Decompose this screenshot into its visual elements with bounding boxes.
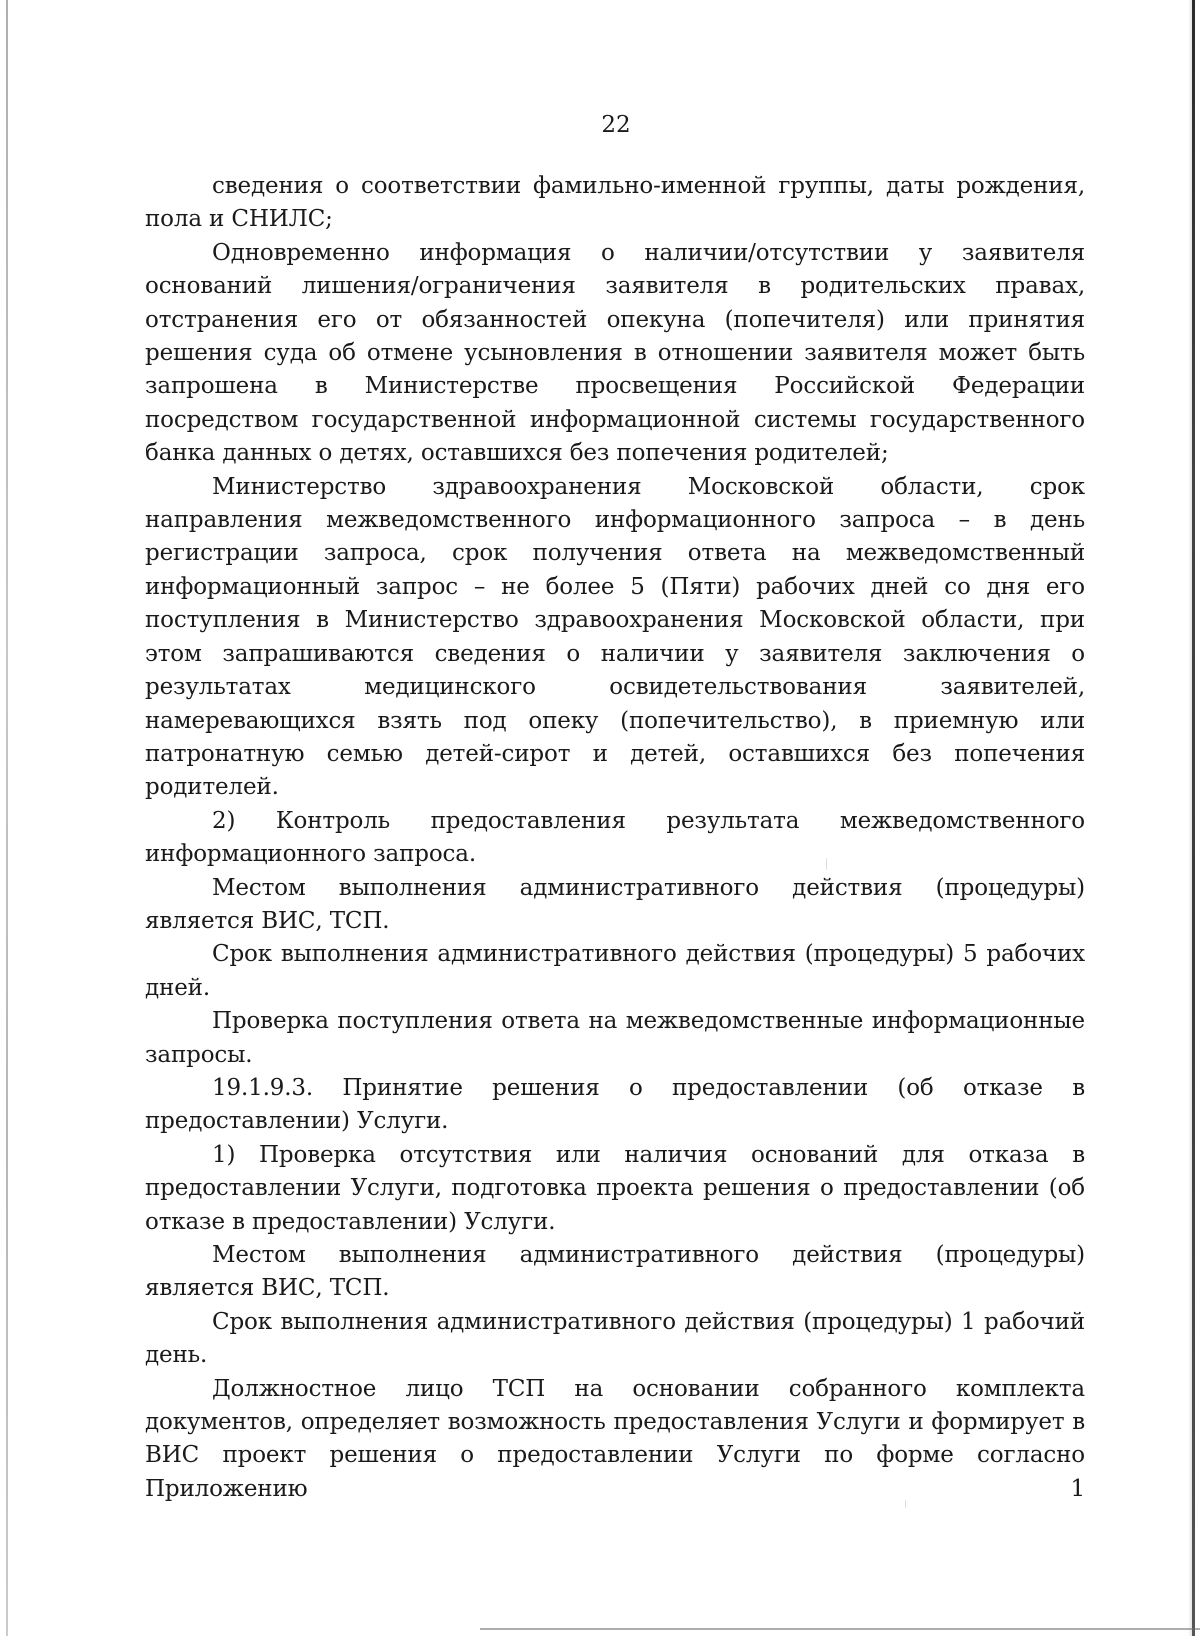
paragraph: Местом выполнения административного действия (процедуры) является ВИС, ТСП. [145, 874, 1085, 934]
paragraph: Срок выполнения административного действия (процедуры) 1 рабочий день. [145, 1308, 1085, 1369]
document-body [145, 170, 1085, 1506]
paragraph: Одновременно информация о наличии/отсутствии у заявителя оснований лишения/ограничения заявителя в родительских правах, отстранения его от обязанностей опекуна (попечителя) или принятия решения суда об отмене усыновления в отношении заявителя может быть запрошена в Министерстве просвещения Российской Федерации посредством государственной информационной системы государственного банка данных о детях, оставшихся без попечения родителей; [145, 239, 1085, 467]
paragraph: 1) Проверка отсутствия или наличия оснований для отказа в предоставлении Услуги, подготовка проекта решения о предоставлении (об отказе в предоставлении) Услуги. [145, 1141, 1085, 1235]
scan-left-edge [6, 0, 8, 1636]
paragraph: Министерство здравоохранения Московской области, срок направления межведомственного информационного запроса – в день регистрации запроса, срок получения ответа на межведомственный информационный запрос – не более 5 (Пяти) рабочих дней со дня его поступления в Министерство здравоохранения Московской области, при этом запрашиваются сведения о наличии у заявителя заключения о результатах медицинского освидетельствования заявителей, намеревающихся взять под опеку (попечительство), в приемную или патронатную семью детей-сирот и детей, оставшихся без попечения родителей. [145, 473, 1085, 801]
scan-right-edge [1192, 0, 1195, 1636]
paragraph: Местом выполнения административного действия (процедуры) является ВИС, ТСП. [145, 1242, 1085, 1302]
paragraph: Срок выполнения административного действия (процедуры) 5 рабочих дней. [145, 941, 1085, 1001]
paragraph: 19.1.9.3. Принятие решения о предоставлении (об отказе в предоставлении) Услуги. [145, 1074, 1085, 1135]
scan-bottom-edge [480, 1628, 1200, 1630]
paragraph: Должностное лицо ТСП на основании собранного комплекта документов, определяет возможность предоставления Услуги и формирует в ВИС проект решения о предоставлении Услуги по форме согласно Приложению 1 [145, 1375, 1085, 1502]
paragraph: сведения о соответствии фамильно-именной группы, даты рождения, пола и СНИЛС; [145, 173, 1085, 233]
paragraph: Проверка поступления ответа на межведомственные информационные запросы. [145, 1008, 1085, 1068]
paragraph: 2) Контроль предоставления результата межведомственного информационного запроса. [145, 807, 1085, 868]
page-number: 22 [601, 112, 631, 138]
